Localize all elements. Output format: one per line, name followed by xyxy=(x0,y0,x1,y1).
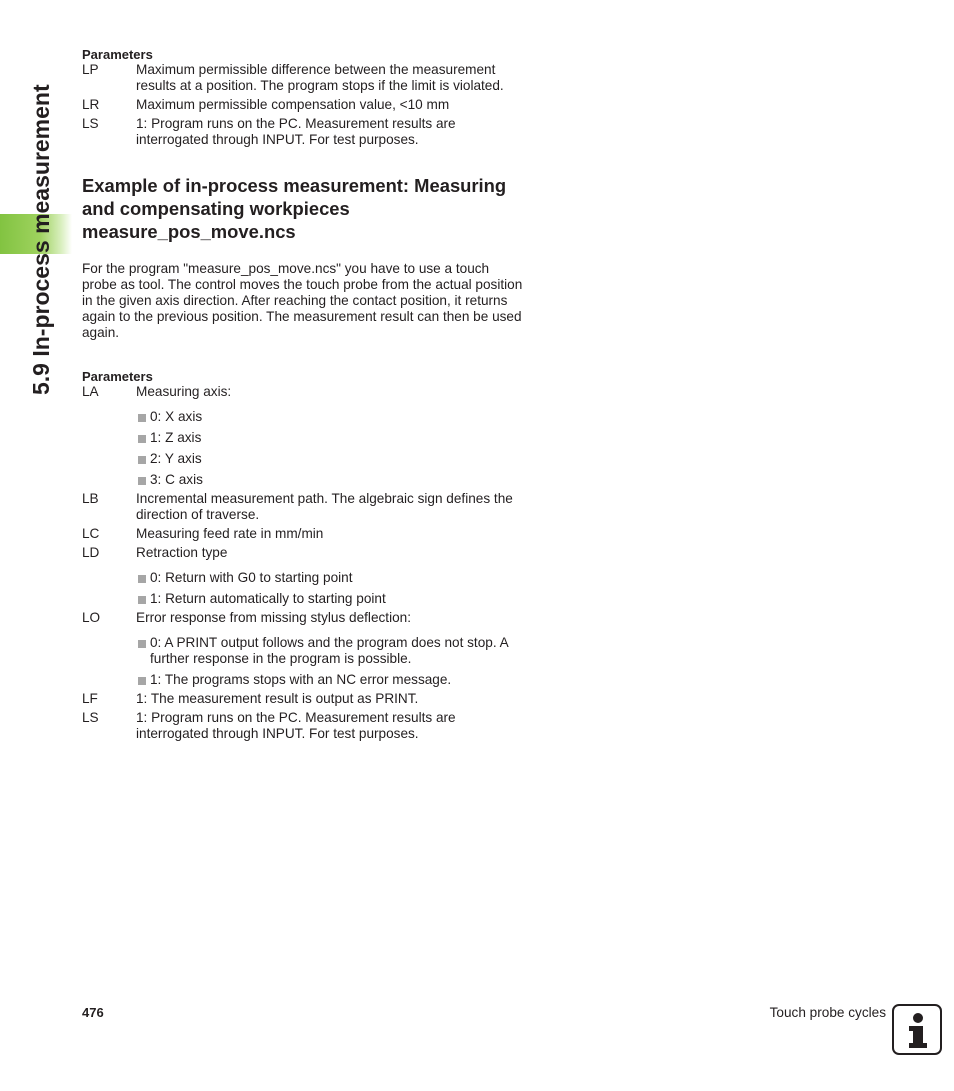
param-description: Incremental measurement path. The algebraic sign defines the direction of traverse. xyxy=(136,491,513,522)
square-bullet-icon xyxy=(138,596,146,604)
option-item: 0: A PRINT output follows and the program does not stop. A further response in the program is possible. xyxy=(82,635,527,667)
param-code: LR xyxy=(82,97,100,112)
param-code: LF xyxy=(82,691,98,706)
param-ls xyxy=(82,116,527,148)
param-description: Maximum permissible difference between the measurement results at a position. The program stops if the limit is violated. xyxy=(136,62,504,93)
square-bullet-icon xyxy=(138,575,146,583)
main-content xyxy=(82,48,527,745)
param-description: 1: Program runs on the PC. Measurement results are interrogated through INPUT. For test purposes. xyxy=(136,710,456,741)
param-code: LS xyxy=(82,710,99,725)
param-code: LO xyxy=(82,610,101,625)
param-code: LP xyxy=(82,62,99,77)
param-description: Retraction type xyxy=(136,545,228,560)
option-item: 1: Z axis xyxy=(82,430,527,446)
param-lr xyxy=(82,97,527,113)
option-item: 0: Return with G0 to starting point xyxy=(82,570,527,586)
param-lf xyxy=(82,691,527,707)
square-bullet-icon xyxy=(138,477,146,485)
square-bullet-icon xyxy=(138,435,146,443)
param-lc xyxy=(82,526,527,542)
page-number: 476 xyxy=(82,1005,104,1020)
param-description: 1: The measurement result is output as PRINT. xyxy=(136,691,419,706)
section-title-vertical: 5.9 In-process measurement xyxy=(28,84,54,395)
param-la xyxy=(82,384,527,400)
option-item: 1: The programs stops with an NC error message. xyxy=(82,672,527,688)
square-bullet-icon xyxy=(138,677,146,685)
option-item: 1: Return automatically to starting point xyxy=(82,591,527,607)
option-item: 3: C axis xyxy=(82,472,527,488)
param-code: LD xyxy=(82,545,100,560)
option-item: 0: X axis xyxy=(82,409,527,425)
example-heading: Example of in-process measurement: Measuring and compensating workpieces measure_pos_move.ncs xyxy=(82,175,507,242)
parameters-heading: Parameters xyxy=(82,47,153,62)
param-code: LS xyxy=(82,116,99,131)
parameters-heading: Parameters xyxy=(82,369,153,384)
param-description: Error response from missing stylus deflection: xyxy=(136,610,411,625)
info-icon xyxy=(892,1004,942,1055)
example-intro-paragraph: For the program "measure_pos_move.ncs" you have to use a touch probe as tool. The control moves the touch probe from the actual position in the given axis direction. After reaching the contact position, it returns again to the previous position. The measurement result can then be used again. xyxy=(82,261,523,340)
param-description: Measuring feed rate in mm/min xyxy=(136,526,324,541)
square-bullet-icon xyxy=(138,456,146,464)
square-bullet-icon xyxy=(138,414,146,422)
param-lo xyxy=(82,610,527,626)
param-description: Maximum permissible compensation value, <10 mm xyxy=(136,97,450,112)
param-code: LC xyxy=(82,526,100,541)
param-ls xyxy=(82,710,527,742)
param-lb xyxy=(82,491,527,523)
param-description: Measuring axis: xyxy=(136,384,232,399)
param-code: LA xyxy=(82,384,99,399)
chapter-name: Touch probe cycles xyxy=(769,1005,886,1020)
param-lp xyxy=(82,62,527,94)
param-code: LB xyxy=(82,491,99,506)
param-description: 1: Program runs on the PC. Measurement results are interrogated through INPUT. For test purposes. xyxy=(136,116,456,147)
param-ld xyxy=(82,545,527,561)
square-bullet-icon xyxy=(138,640,146,648)
option-item: 2: Y axis xyxy=(82,451,527,467)
